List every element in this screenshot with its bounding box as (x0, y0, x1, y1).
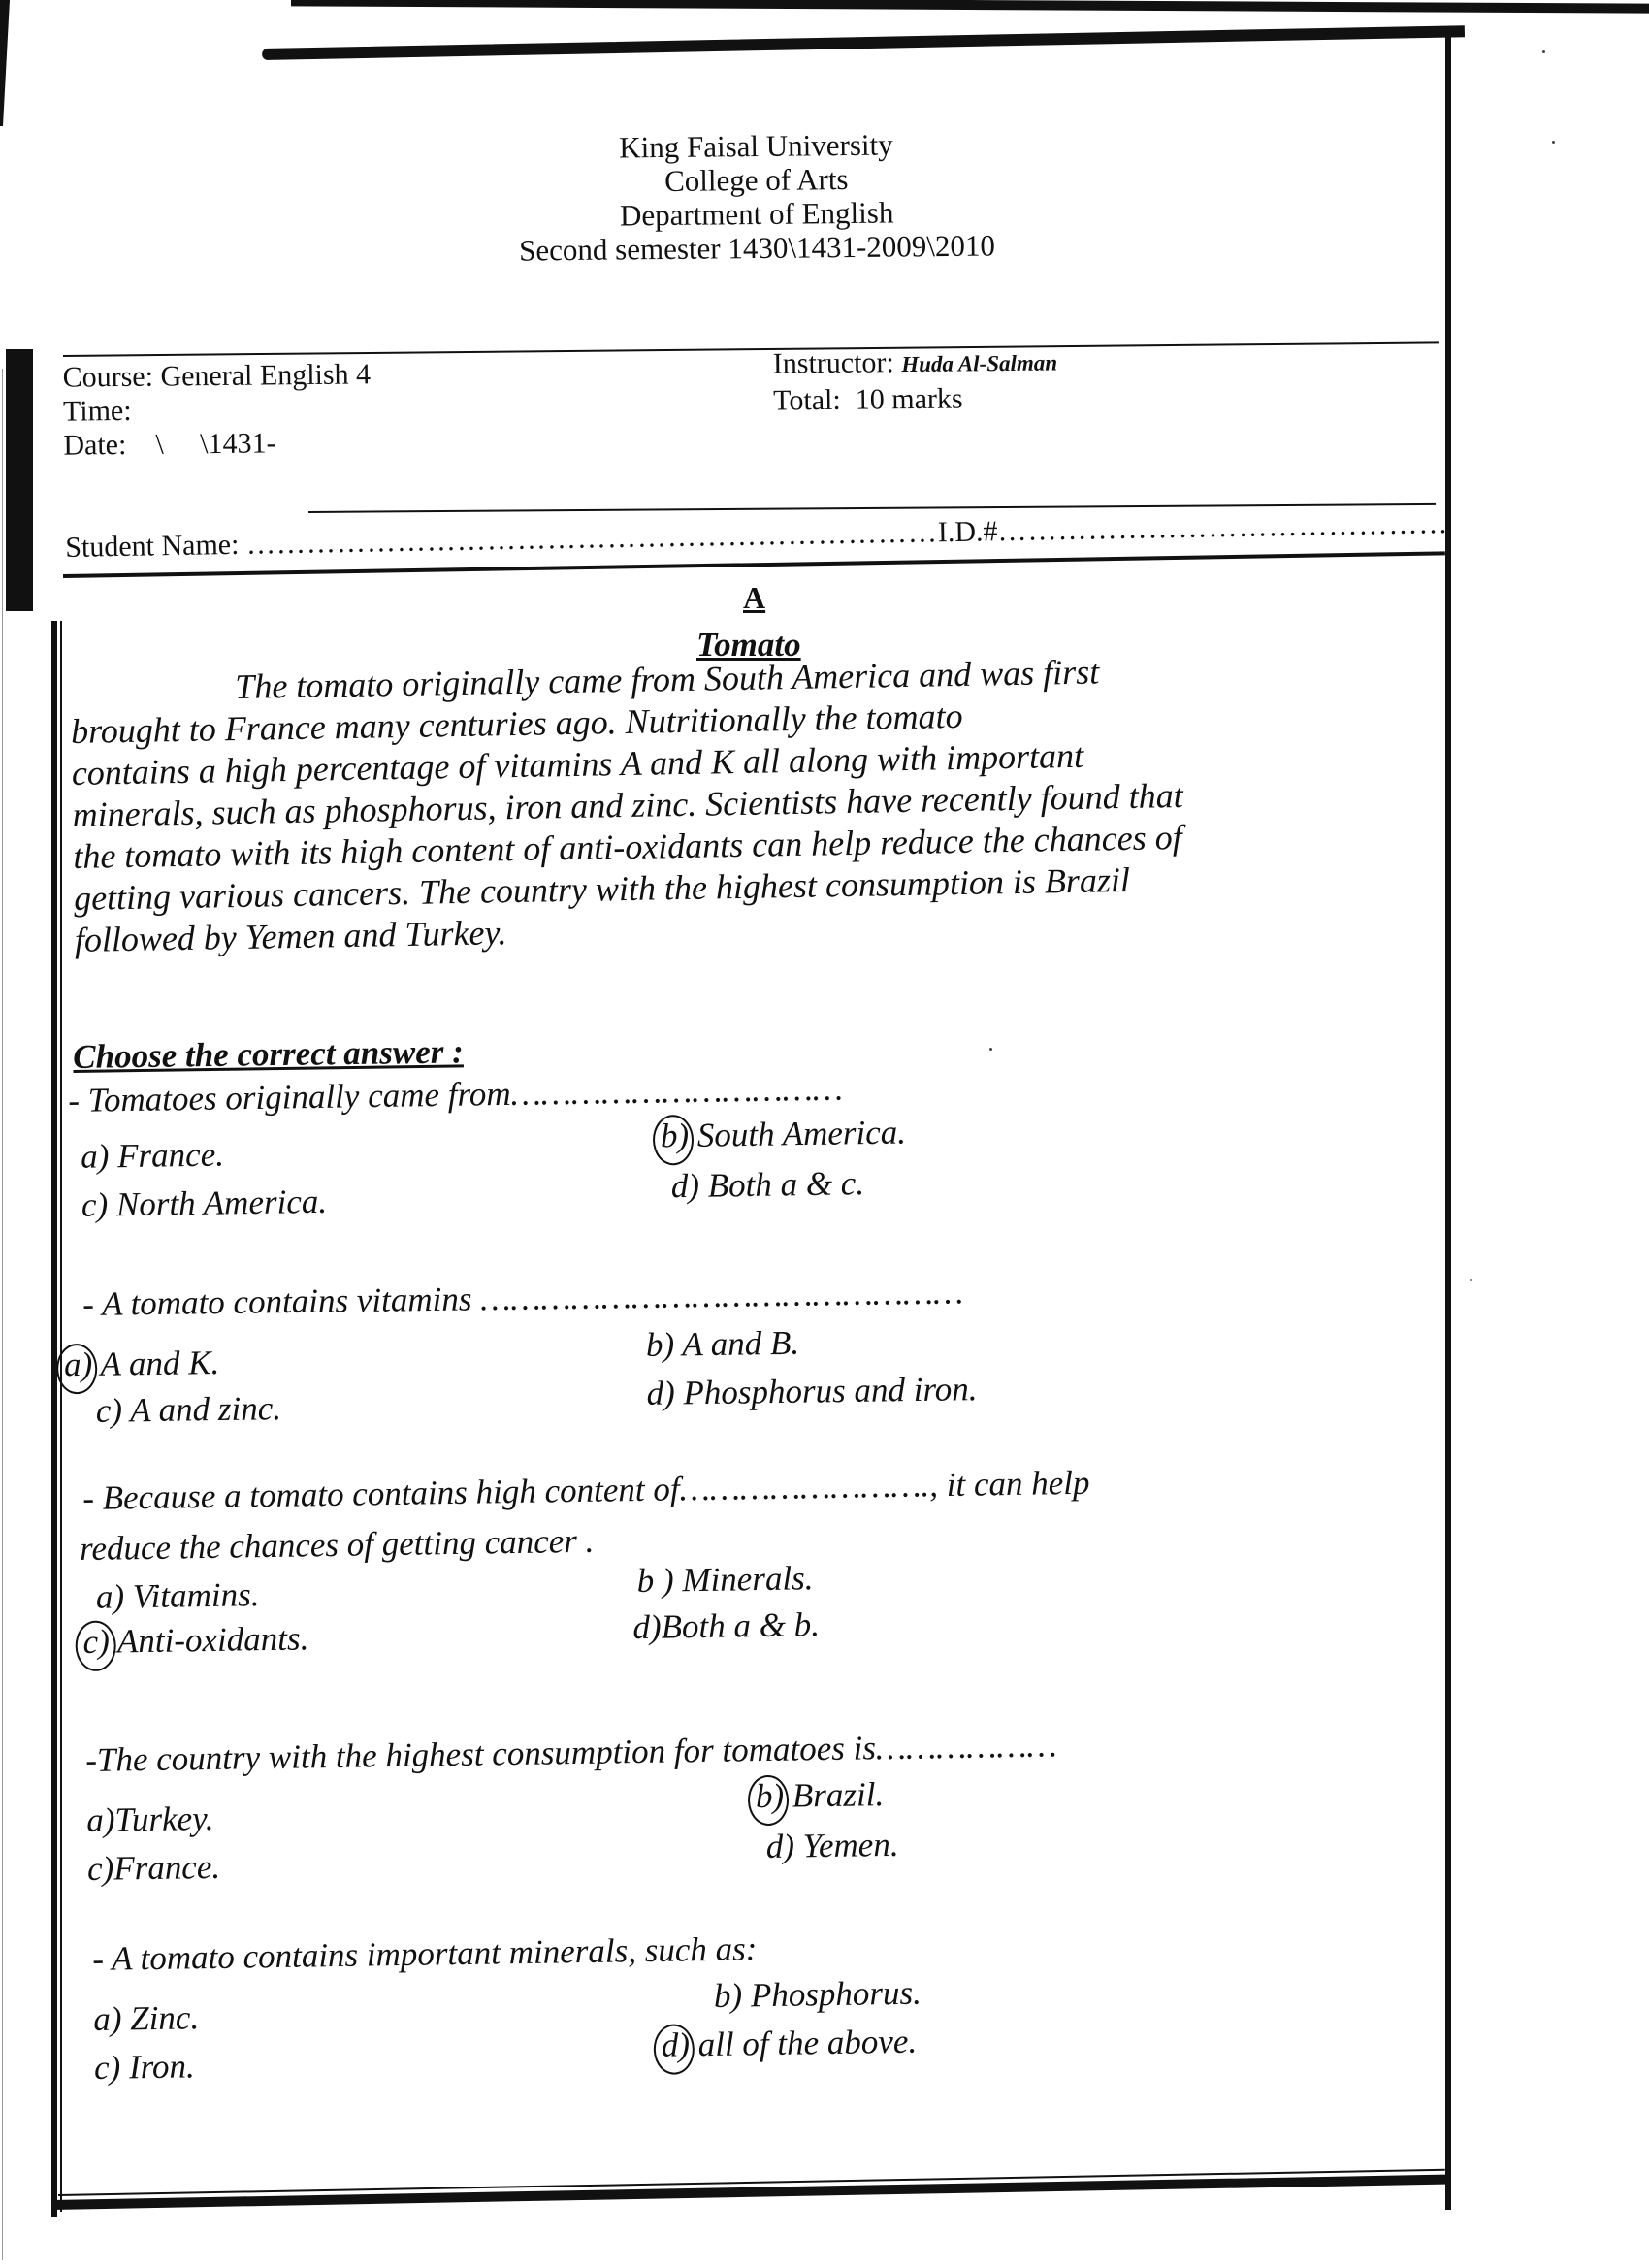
option-letter-circled: c) (82, 1622, 111, 1662)
option-letter: b ) (636, 1561, 674, 1601)
option-letter: b) (645, 1325, 675, 1364)
option-letter: d) (632, 1607, 662, 1647)
total-label: Total: (773, 383, 841, 417)
scan-edge-line (2, 369, 3, 2260)
option-c[interactable] (82, 1619, 308, 1662)
option-c[interactable] (87, 1848, 221, 1889)
option-letter: c) (93, 2048, 121, 2087)
instructor-info (773, 343, 1058, 418)
option-b[interactable] (661, 1113, 907, 1155)
option-a[interactable] (64, 1344, 220, 1384)
option-letter: a) (85, 1800, 115, 1839)
option-letter-circled: d) (661, 2025, 691, 2064)
page-frame-right (1445, 27, 1451, 2210)
passage-line: brought to France many centuries ago. Nutritionally the tomato (70, 696, 963, 751)
section-letter: A (743, 580, 766, 615)
scan-edge-top (291, 0, 1649, 14)
option-text: France. (116, 1135, 225, 1176)
course-row (62, 357, 371, 394)
option-d[interactable] (765, 1826, 898, 1866)
question-stem: - A tomato contains vitamins ………………………………………… (82, 1273, 964, 1323)
option-d[interactable] (632, 1605, 820, 1647)
page-frame-left (51, 621, 57, 2217)
option-letter: d) (646, 1374, 676, 1412)
option-d[interactable] (646, 1370, 977, 1413)
date-label: Date: (63, 428, 127, 462)
option-text: Brazil. (792, 1775, 885, 1815)
page-frame-left-inner (60, 621, 62, 2212)
option-text: Phosphorus. (750, 1973, 922, 2015)
option-text: A and B. (681, 1323, 800, 1364)
total-row (773, 380, 1058, 418)
total-value: 10 marks (855, 382, 963, 416)
option-text: Vitamins. (132, 1575, 260, 1616)
time-row (63, 391, 372, 428)
exam-header (426, 125, 1086, 268)
option-letter: a) (80, 1137, 110, 1176)
divider-header (63, 341, 1439, 357)
instructor-row (773, 343, 1058, 383)
option-b[interactable] (646, 1324, 800, 1365)
option-d[interactable] (670, 1164, 864, 1206)
passage-title: Tomato (696, 626, 801, 664)
question-1 (68, 1065, 1137, 1224)
student-name-label: Student Name: (65, 528, 240, 564)
scan-speck (1542, 50, 1545, 53)
student-id-label: I.D.# (937, 515, 998, 549)
option-letter: c) (95, 1391, 123, 1430)
passage-line: The tomato originally came from South America and was first (234, 652, 1100, 707)
option-letter: b) (713, 1976, 743, 2015)
question-stem: -The country with the highest consumption for tomatoes is……………… (85, 1726, 1057, 1779)
option-text: Iron. (128, 2047, 196, 2087)
course-info (62, 357, 372, 462)
date-value[interactable]: \ \1431- (155, 427, 276, 461)
option-text: Turkey. (114, 1798, 214, 1839)
option-text: South America. (696, 1113, 907, 1154)
option-c[interactable] (81, 1183, 328, 1225)
option-letter: d) (765, 1827, 795, 1865)
question-4 (85, 1720, 1445, 1888)
option-letter: a) (92, 1999, 122, 2038)
scan-speck (989, 1048, 992, 1051)
option-a[interactable] (93, 1998, 200, 2039)
department-name: Department of English (619, 195, 894, 233)
option-a[interactable] (86, 1799, 214, 1840)
option-b[interactable] (714, 1974, 922, 2016)
question-2 (63, 1271, 1151, 1430)
option-b[interactable] (636, 1559, 813, 1601)
option-text: North America. (115, 1182, 328, 1224)
option-letter-circled: a) (63, 1345, 93, 1384)
time-label: Time: (62, 394, 132, 428)
options (69, 1104, 1137, 1224)
question-stem: - Tomatoes originally came from…………………………… (68, 1069, 844, 1119)
options (63, 1310, 1151, 1430)
instructor-label: Instructor: (772, 346, 894, 380)
option-letter: a) (95, 1577, 125, 1616)
question-3 (79, 1458, 1443, 1662)
course-value: General English 4 (160, 358, 372, 393)
passage-line: the tomato with its high content of anti-oxidants can help reduce the chances of (73, 818, 1183, 876)
option-text: France. (113, 1847, 221, 1888)
option-d[interactable] (661, 2023, 917, 2065)
option-text: Phosphorus and iron. (683, 1370, 978, 1412)
passage-line: followed by Yemen and Turkey. (74, 913, 507, 959)
passage-line: contains a high percentage of vitamins A and K all along with important (71, 735, 1084, 793)
page-frame-top (262, 25, 1465, 60)
option-c[interactable] (94, 2047, 195, 2088)
university-name: King Faisal University (619, 127, 893, 165)
date-row (63, 425, 372, 462)
course-label: Course: (62, 360, 154, 394)
option-letter: c) (81, 1185, 109, 1224)
option-text: Zinc. (129, 1998, 200, 2038)
scan-edge-left-shadow (6, 349, 33, 611)
student-id-field[interactable]: ……………………………………… (997, 507, 1449, 548)
option-text: all of the above. (697, 2022, 918, 2064)
instructor-name: Huda Al-Salman (901, 350, 1058, 377)
instructions-heading: Choose the correct answer : (73, 1032, 465, 1076)
scan-speck (1470, 1279, 1472, 1281)
reading-passage (70, 645, 1471, 961)
option-a[interactable] (96, 1575, 260, 1617)
question-stem: - Because a tomato contains high content of……………………., it can help (82, 1463, 1090, 1517)
option-b[interactable] (756, 1775, 885, 1816)
passage-line: getting various cancers. The country with the highest consumption is Brazil (73, 859, 1131, 918)
college-name: College of Arts (663, 162, 849, 198)
option-letter: c) (86, 1849, 114, 1888)
question-5 (92, 1919, 1452, 2087)
option-letter-circled: b) (755, 1776, 785, 1816)
option-letter: d) (670, 1166, 700, 1206)
option-text: Minerals. (682, 1559, 814, 1600)
option-text: A and zinc. (129, 1389, 282, 1430)
semester-line: Second semester 1430\1431-2009\2010 (518, 228, 996, 268)
question-stem-continued: reduce the chances of getting cancer . (79, 1521, 595, 1569)
option-text: Anti-oxidants. (116, 1619, 309, 1661)
option-a[interactable] (81, 1135, 224, 1176)
student-name-field[interactable]: …………………………………………………………… (245, 516, 939, 561)
option-text: Both a & c. (707, 1164, 865, 1205)
option-c[interactable] (96, 1389, 282, 1431)
scan-speck (1552, 141, 1555, 144)
scan-edge-left (0, 0, 10, 126)
option-text: Both a & b. (661, 1605, 821, 1646)
question-stem: - A tomato contains important minerals, such as: (92, 1929, 758, 1978)
option-text: A and K. (100, 1344, 220, 1383)
passage-line: minerals, such as phosphorus, iron and zinc. Scientists have recently found that (72, 775, 1184, 834)
option-letter-circled: b) (660, 1116, 690, 1155)
option-text: Yemen. (802, 1825, 899, 1865)
